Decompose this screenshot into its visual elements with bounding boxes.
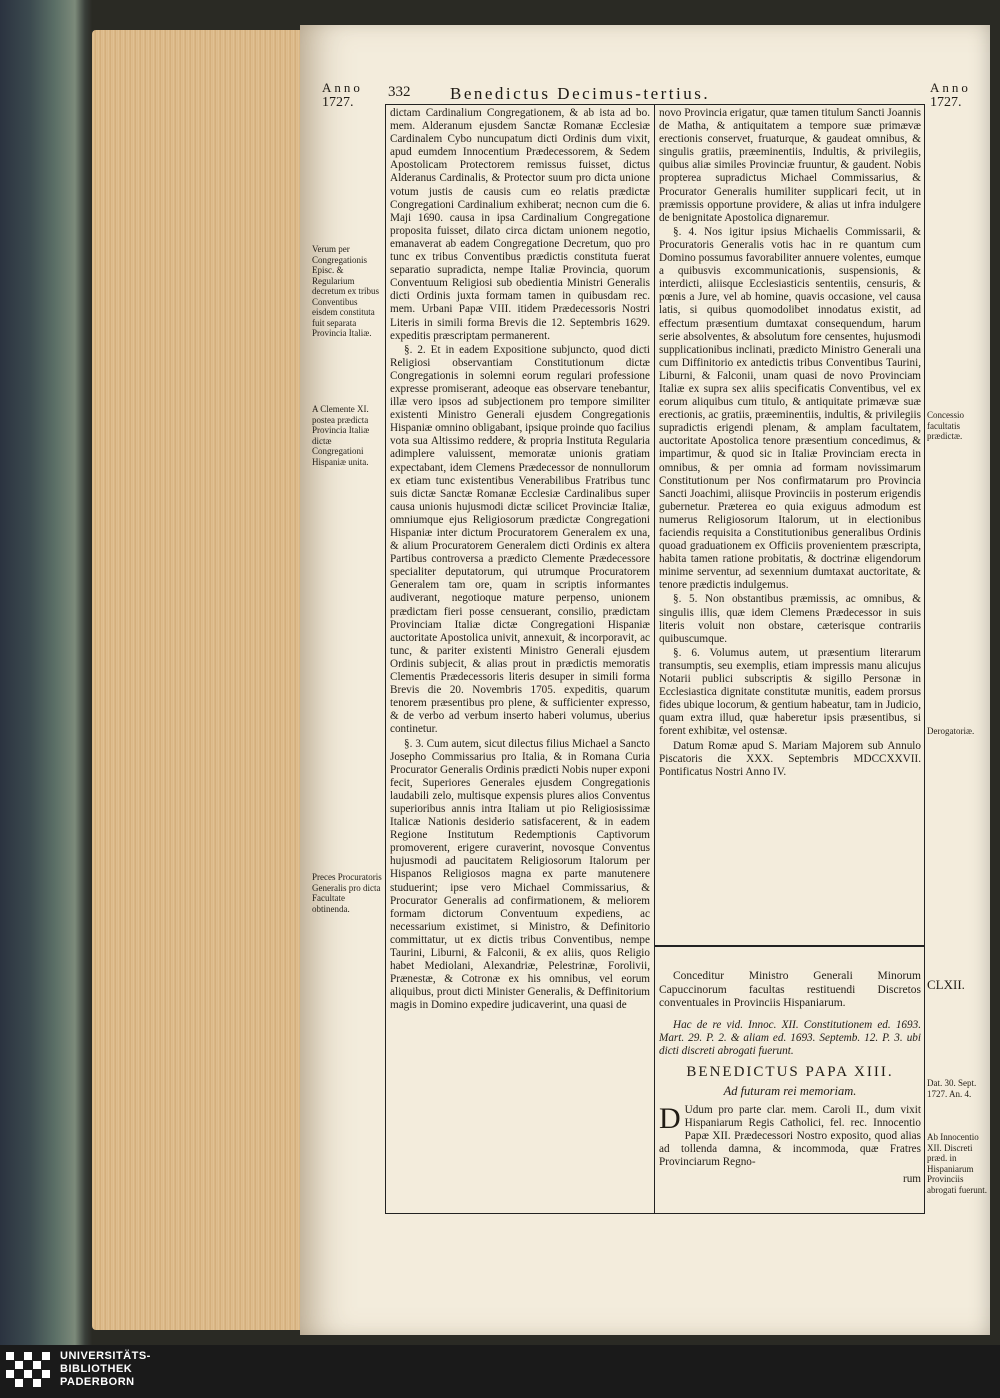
constitution-number: CLXII. — [927, 977, 965, 992]
right-column-rule — [924, 104, 925, 1214]
constitution-title: BENEDICTUS PAPA XIII. — [686, 1063, 894, 1080]
paragraph: §. 4. Nos igitur ipsius Michaelis Commissarii, & Procuratoris Generalis votis hac in re quantum cum Domino possumus favorabiliter annuere volentes, eumque a quibusvis excommunicationis, suspensionis, & interdicti, aliisque Ecclesiasticis sententiis, censuris, & pœnis a Jure, vel ab homine, quavis occasione, vel causa latis, si quibus quomodolibet innodatus existit, ad effectum præsentium dumtaxat consequendum, harum serie absolventes, & absolutum fore censentes, hujusmodi supplicationibus inclinati, prædicto Ministro Generali una cum Diffinitorio ex antedictis tribus Conventibus Taurini, Liburni, & Falconii, unam quasi de novo Provinciam Italiæ ex supra sex aliis specificatis Conventibus, vel ex eorum aliquibus cum titulo, & antiquitate primævæ suæ erectionis, ac gratiis, præeminentiis, indultis, & privilegiis supradictis erigendi plenam, & amplam facultatem, auctoritate Apostolica tenore præsentium concedimus, & impartimur, & quod sic in Italiæ Provinciam erecta in omnibus, & per omnia ad formam novissimarum Constitutionum per Nos confirmatarum pro Provincia Sancti Joachimi, aliisque Provinciis in posterum erigendis gubernetur. Præterea eo quia exiguus admodum est numerus Religiosorum Italorum, ut in electionibus faciendis requisita a Constitutionibus generalibus Ordinis quoad graduationem ex Officiis provenientem præscripta, habita tamen ratione probitatis, & doctrinæ eligendorum minime serventur, ad sexennium dumtaxat auctoritate, & tenore prædictis indulgemus. — [659, 225, 921, 592]
paragraph: §. 2. Et in eadem Expositione subjuncto, quod dicti Religiosi observantiam Constitutionum dictæ Congregationis in solemni eorum regulari professione expresse promiserant, adeoque eas observare tenebantur, illæ vero ipsos ad subjectionem pro tempore similiter existenti Ministro Generali ejusdem Congregationis Hispaniæ omnino obligabant, ipsique proinde quo facilius vota sua Altissimo reddere, & propria Instituta Regularia adimplere valuissent, memoratæ unionis gratiam expectabant, idem Clemens Prædecessor de nonnullorum ex etiam tunc existentibus Venerabilibus Fratribus tunc suis dictæ Sanctæ Romanæ Ecclesiæ Cardinalibus super causa unionis hujusmodi dictæ scilicet Provinciæ Italiæ, omniumque ejus Religiosorum prædictæ Congregationi Hispaniæ inter dictum Procuratorem Generalem ex una, & alium Procuratorem Generalem dicti Ordinis ex altera Partibus controversa a prædicto Clemente Prædecessore specialiter deputatorum, qui utrumque Procuratorem Generalem tam ore, quam in scriptis informantes audiverant, negotioque mature perpenso, unionem prædictam fieri posse censuerant, consilio, prædictam Provinciam Italiæ dictæ Congregationi Hispaniæ auctoritate Apostolica univit, annexuit, & incorporavit, ac tunc, & pariter existenti Ministro Generali ejusdem Ordinis subjecit, & alias prout in prædictis memoratis Clementis Prædecessoris literis desuper in simili forma Brevis die 20. Novembris 1705. expeditis, quarum tenorem præsentibus pro plene, & sufficienter expresso, & de verbo ad verbum inserto haberi volumus, uberius continetur. — [390, 343, 650, 736]
right-text-column — [659, 107, 921, 780]
year-right-value: 1727. — [930, 95, 962, 110]
paragraph: dictam Cardinalium Congregationem, & ab ista ad bo. mem. Alderanum ejusdem Sanctæ Romanæ Ecclesiæ Cardinalem Cybo nuncupatum dicti Ordinis dum vixit, apud eumdem Innocentium Prædecessorem, & Sedem Apostolicam Protectorem remissus fuisset, dictus Alderanus Cardinalis, & Protector suum pro dicta unione votum justis de causis cum eo relatis prædictæ Congregationi Cardinalium exhiberat; necnon cum die 6. Maji 1690. causa in ipsa Cardinalium Congregatione proposita fuisset, dilato circa dictam unionem negotio, emanaverat ab eadem Congregatione Decretum, quo pro tunc ex tribus Conventibus prædictis constituta fuerat separatio supradicta, nempe Italiæ Provincia, quorum Conventuum Religiosi sub obedientia Ministri Generalis dicti Ordinis juxta formam tamen in quibusdam rec. mem. Urbani Papæ VIII. itidem Prædecessoris Nostri Literis in simili forma Brevis die 12. Septembris 1629. expeditis præscriptam permanerent. — [390, 107, 650, 342]
paragraph: §. 5. Non obstantibus præmissis, ac omnibus, & singulis illis, quæ idem Clemens Prædecessor in suis literis voluit non obstare, cæterisque contrariis quibuscumque. — [659, 593, 921, 645]
side-note-right-1: Concessio facultatis prædictæ. — [927, 410, 964, 441]
left-column-rule — [385, 104, 386, 1214]
year-right — [930, 80, 971, 110]
library-name-line: BIBLIOTHEK — [60, 1363, 133, 1375]
year-left — [322, 80, 363, 110]
side-note-right-3: Dat. 30. Sept. 1727. An. 4. — [927, 1078, 977, 1099]
side-note-left-2: A Clemente XI. postea prædicta Provincia Italiæ dictæ Congregationi Hispaniæ unita. — [312, 404, 370, 467]
catchword: rum — [902, 1173, 921, 1186]
running-title: Benedictus Decimus-tertius. — [450, 84, 711, 103]
library-name-line: UNIVERSITÄTS- — [60, 1350, 151, 1362]
library-name-line: PADERBORN — [60, 1376, 135, 1388]
section-rule — [654, 945, 924, 947]
page-number: 332 — [388, 84, 411, 100]
side-note-right-4: Ab Innocentio XII. Discreti præd. in Hispaniarum Provinciis abrogati fuerunt. — [927, 1132, 987, 1195]
paragraph: novo Provincia erigatur, quæ tamen titulum Sancti Joannis de Matha, & antiquitatem a tempore suæ primævæ erectionis conservet, fruaturque, & gaudeat omnibus, & singulis gratiis, præeminentiis, Indultis, & privilegiis, quibus aliæ similes Provinciæ fruuntur, & gaudent. Nobis propterea supradictus Michael Commissarius, & Procurator Generalis humiliter supplicari fecit, ut in præmissis opportune providere, & alias ut infra indulgere de benignitate Apostolica dignaremur. — [659, 107, 921, 224]
constitution-reference: Hac de re vid. Innoc. XII. Constitutionem ed. 1693. Mart. 29. P. 2. & aliam ed. 1693. Septemb. 12. P. 3. ubi dicti discreti abrogati fuerunt. — [659, 1018, 921, 1057]
year-left-value: 1727. — [322, 95, 354, 110]
drop-cap: D — [659, 1101, 681, 1135]
library-name — [60, 1350, 151, 1389]
year-right-label: Anno — [930, 80, 971, 95]
side-note-right-2: Derogatoriæ. — [927, 726, 975, 736]
constitution-summary: Conceditur Ministro Generali Minorum Capuccinorum facultas restituendi Discretos conventuales in Provinciis Hispaniarum. — [659, 970, 921, 1009]
constitution-subtitle: Ad futuram rei memoriam. — [723, 1083, 857, 1098]
side-note-left-3: Preces Procuratoris Generalis pro dicta Facultate obtinenda. — [312, 872, 382, 914]
side-note-left-1: Verum per Congregationis Episc. & Regularium decretum ex tribus Conventibus eisdem constituta fuit separata Provincia Italiæ. — [312, 244, 379, 338]
constitution-section — [659, 970, 921, 1188]
opening-text: Udum pro parte clar. mem. Caroli II., dum vixit Hispaniarum Regis Catholici, fel. rec. Innocentio Papæ XII. Prædecessori Nostro exposito, quod alias ad tollenda damna, & incommoda, quæ Fratres Provinciarum Regno- — [659, 1103, 921, 1169]
library-logo-icon — [6, 1352, 50, 1387]
footer-rule — [385, 1213, 925, 1214]
left-text-column — [390, 107, 650, 1013]
paragraph: §. 6. Volumus autem, ut præsentium literarum transumptis, seu exemplis, etiam impressis manu alicujus Notarii publici subscriptis & sigillo Personæ in Ecclesiastica dignitate constitutæ munitis, eadem prorsus fides ubique locorum, & gentium habeatur, tam in Judicio, quam extra illud, quæ haberetur ipsis præsentibus, si forent exhibitæ, vel ostensæ. — [659, 646, 921, 738]
page-edges — [92, 30, 302, 1330]
paragraph: Datum Romæ apud S. Mariam Majorem sub Annulo Piscatoris die XXX. Septembris MDCCXXVII. Pontificatus Nostri Anno IV. — [659, 739, 921, 778]
header-rule — [385, 104, 925, 105]
center-rule — [654, 104, 655, 1214]
year-left-label: Anno — [322, 80, 363, 95]
constitution-opening — [659, 1101, 921, 1169]
paragraph: §. 3. Cum autem, sicut dilectus filius Michael a Sancto Josepho Commissarius pro Italia, & in Romana Curia Procurator Generalis Ordinis prædicti Nobis nuper exponi fecit, Superiores Generales ejusdem Congregationis laudabili zelo, multisque expensis plures alios Conventus superioribus annis intra Italiam ut pio Religiosissimæ Italicæ Nationis desiderio satisfacerent, & in eadem Regione Institutum Redemptionis Captivorum promoverent, erigere curaverint, novosque Conventus hujusmodi ad paucitatem Religiosorum Italorum per Hispanos Religiosos magna ex parte manutenere studuerint; ipse vero Michael Commissarius, & Procurator Generalis ad confirmationem, & meliorem formam dictorum Conventuum expediens, ac necessarium existimet, si Ministro, & Definitorio committatur, ut ex dictis tribus Conventibus, nempe Taurini, Liburni, & Falconii, & ex aliis, quos Religio habet Mediolani, Alexandriæ, Pelestrinæ, Forolivii, Prænestæ, & Cotronæ ex his omnibus, vel eorum aliquibus, prout dicti Minister Generalis, & Deffinitorium magis in Domino expedire judicaverint, una quasi de — [390, 737, 650, 1012]
